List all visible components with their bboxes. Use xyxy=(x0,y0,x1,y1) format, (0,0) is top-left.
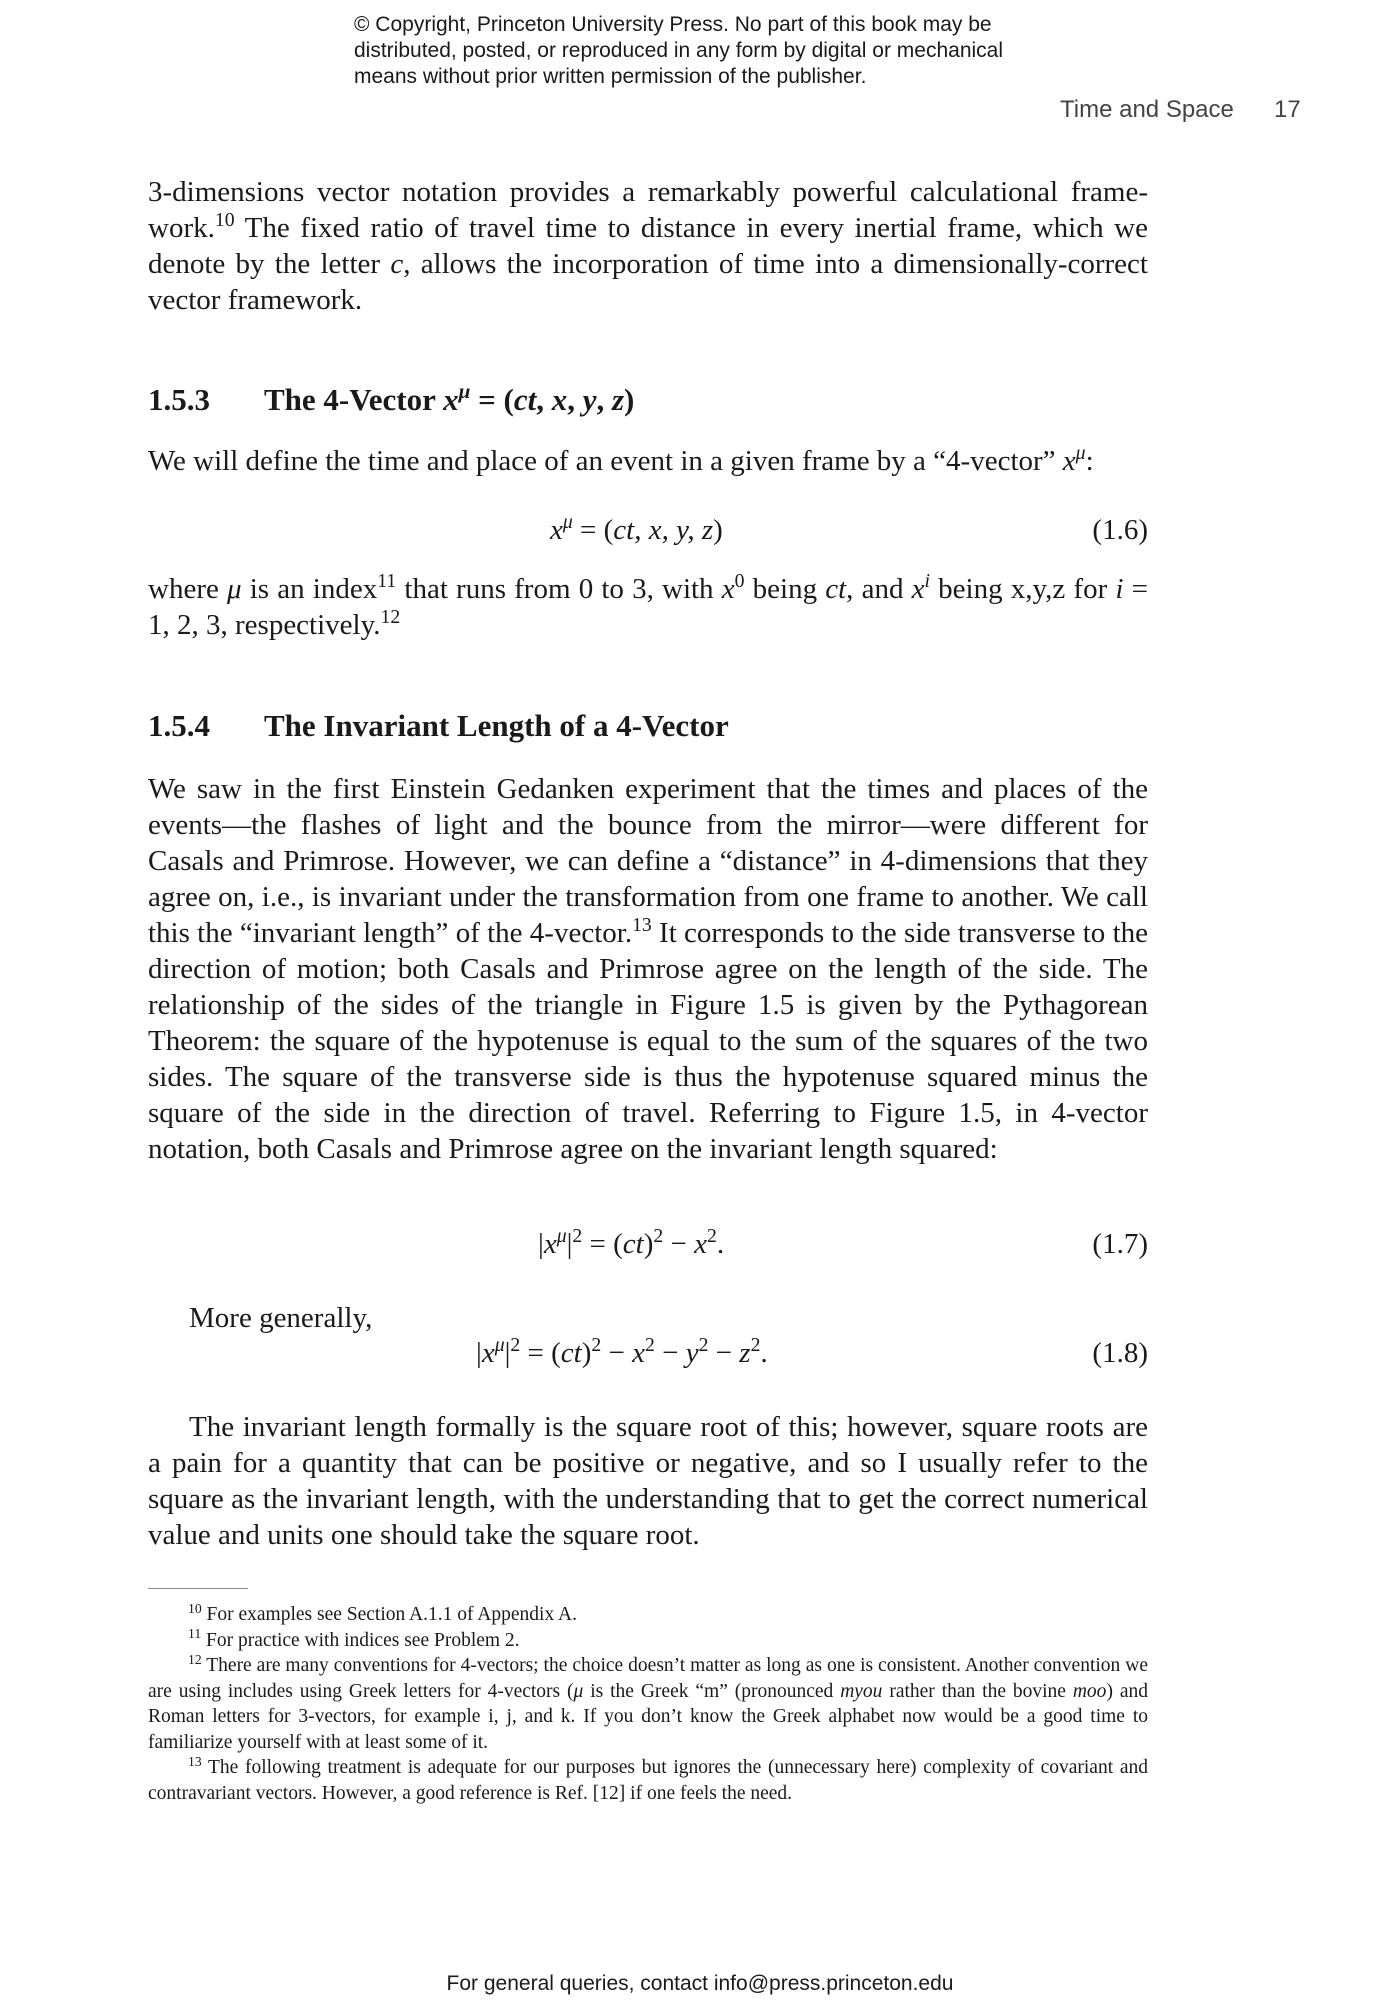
publisher-contact: For general queries, contact info@press.princeton.edu xyxy=(446,1972,954,1995)
section-heading-1-5-4 xyxy=(148,708,1148,744)
equation-body: $|x^\mu|^2 = (ct)^2 - x^2 - y^2 - z^2$. xyxy=(476,1334,768,1369)
paragraph-index: where μ is an index$^{11}$ that runs from 0 to 3, with $x^0$ being ct, and $x^i$ being x,y,z for i = 1, 2, 3, respectively.$^{12}$ xyxy=(148,570,1148,641)
equation-number: (1.8) xyxy=(1092,1337,1148,1369)
section-number: 1.5.4 xyxy=(148,708,210,743)
section-heading-1-5-3 xyxy=(148,379,1148,418)
footnote-ref-10[interactable]: 10 xyxy=(214,209,235,232)
body-text-top xyxy=(148,174,1148,318)
body-text-index xyxy=(148,571,1148,643)
copyright-notice xyxy=(354,12,1114,90)
running-title: Time and Space xyxy=(1060,96,1234,123)
section-number: 1.5.3 xyxy=(148,382,210,417)
body-text-square-root xyxy=(148,1409,1148,1553)
paragraph-define-4-vector: We will define the time and place of an event in a given frame by a “4-vector” $x^\mu$: xyxy=(148,442,1094,477)
page-number: 17 xyxy=(1274,96,1301,123)
equation-body: $|x^\mu|^2 = (ct)^2 - x^2$. xyxy=(538,1225,725,1260)
footnote-ref-13[interactable]: 13 xyxy=(632,914,652,937)
body-text-invariant xyxy=(148,771,1148,1167)
paragraph-vector-framework: 3-dimensions vector notation provides a remarkably powerful calculational frame-work.$^{10}$ The fixed ratio of travel time to distance in every inertial frame, which we denote by the letter c, allows the incorporation of time into a dimensionally-correct vector framework. xyxy=(148,176,1148,316)
footnote-11: $^{11}$ For practice with indices see Problem 2. xyxy=(188,1626,520,1651)
section-title: The 4-Vector $x^\mu = (ct$, x, y, z) xyxy=(264,379,635,417)
equation-body: $x^\mu = (ct$, x, y, z) xyxy=(550,511,723,546)
footnotes xyxy=(148,1602,1148,1806)
copyright-line: distributed, posted, or reproduced in any form by digital or mechanical xyxy=(354,39,1004,62)
footnote-13: $^{13}$ The following treatment is adequate for our purposes but ignores the (unnecessary here) complexity of covariant and contravariant vectors. However, a good reference is Ref. [12] if one feels the need. xyxy=(148,1753,1148,1804)
equation-1-7 xyxy=(148,1225,1148,1268)
equation-number: (1.6) xyxy=(1092,514,1148,546)
paragraph-more-generally: More generally, xyxy=(189,1302,373,1334)
equation-number: (1.7) xyxy=(1092,1228,1148,1260)
equation-1-6 xyxy=(148,511,1148,554)
body-text-more-generally xyxy=(148,1300,1148,1336)
footnote-divider xyxy=(148,1588,248,1589)
paragraph-square-root: The invariant length formally is the square root of this; however, square roots are a pain for a quantity that can be positive or negative, and so I usually refer to the square as the invariant length, with the understanding that to get the correct numerical value and units one should take the square root. xyxy=(148,1411,1148,1551)
footnote-ref-11[interactable]: 11 xyxy=(377,570,397,593)
copyright-line: © Copyright, Princeton University Press. No part of this book may be xyxy=(354,13,992,36)
footnote-10: $^{10}$ For examples see Section A.1.1 of Appendix A. xyxy=(188,1600,577,1625)
body-text-define xyxy=(148,443,1148,479)
footnote-ref-12[interactable]: 12 xyxy=(380,606,401,629)
paragraph-invariant-length: We saw in the first Einstein Gedanken experiment that the times and places of the events—the flashes of light and the bounce from the mirror—were different for Casals and Primrose. However, we can define a “distance” in 4-dimensions that they agree on, i.e., is invariant under the transformation from one frame to another. We call this the “invariant length” of the 4-vector.$^{13}$ It corresponds to the side transverse to the direction of motion; both Casals and Primrose agree on the length of the side. The relationship of the sides of the triangle in Figure 1.5 is given by the Pythagorean Theorem: the square of the hypotenuse is equal to the sum of the squares of the two sides. The square of the transverse side is thus the hypotenuse squared minus the square of the side in the direction of travel. Referring to Figure 1.5, in 4-vector notation, both Casals and Primrose agree on the invariant length squared: xyxy=(148,773,1148,1165)
equation-1-8 xyxy=(148,1334,1148,1377)
section-title: The Invariant Length of a 4-Vector xyxy=(264,708,729,743)
footnote-12: $^{12}$ There are many conventions for 4-vectors; the choice doesn’t matter as long as one is consistent. Another convention we are using includes using Greek letters for 4-vectors (μ is the Greek “m” (pronounced myou rather than the bovine moo) and Roman letters for 3-vectors, for example i, j, and k. If you don’t know the Greek alphabet now would be a good time to familiarize yourself with at least some of it. xyxy=(148,1651,1148,1753)
copyright-line: means without prior written permission of the publisher. xyxy=(354,65,867,88)
